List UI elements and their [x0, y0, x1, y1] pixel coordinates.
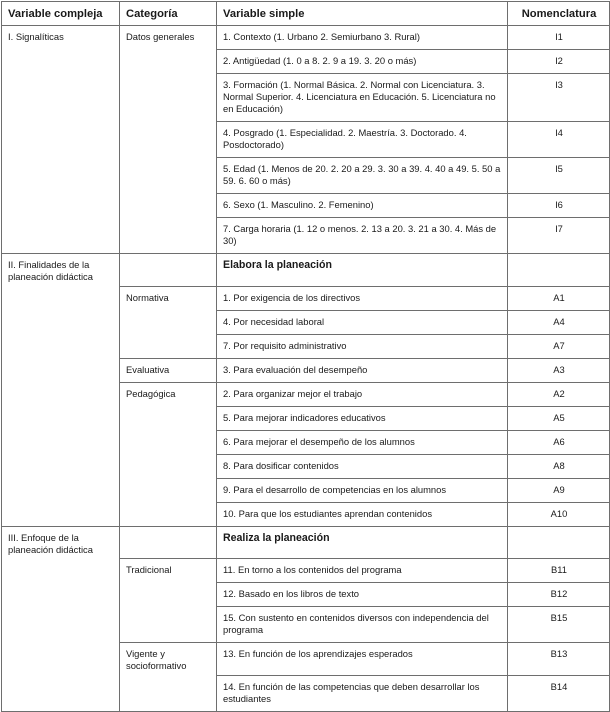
- variable-compleja-finalidades: II. Finalidades de la planeación didáctica: [2, 254, 120, 287]
- table-row: [2, 26, 610, 50]
- categoria-pedagogica: Pedagógica: [120, 382, 217, 406]
- table-row: [2, 286, 610, 310]
- variable-simple-cell: 5. Para mejorar indicadores educativos: [217, 406, 508, 430]
- nomenclatura-cell: B12: [508, 583, 610, 607]
- table-row: [2, 122, 610, 158]
- header-variable-simple: Variable simple: [217, 2, 508, 26]
- variable-compleja-enfoque: III. Enfoque de la planeación didáctica: [2, 526, 120, 559]
- nomenclatura-cell: I7: [508, 218, 610, 254]
- nomenclatura-cell: B15: [508, 607, 610, 643]
- table-row: [2, 310, 610, 334]
- nomenclatura-cell: B14: [508, 675, 610, 711]
- table-row: [2, 254, 610, 287]
- variable-simple-cell: 7. Carga horaria (1. 12 o menos. 2. 13 a 20. 3. 21 a 30. 4. Más de 30): [217, 218, 508, 254]
- categoria-vigente-socioformativo: Vigente y socioformativo: [120, 643, 217, 676]
- table-row: [2, 559, 610, 583]
- table-row: [2, 454, 610, 478]
- variable-simple-cell: 11. En torno a los contenidos del programa: [217, 559, 508, 583]
- table-row: [2, 218, 610, 254]
- nomenclatura-cell: B13: [508, 643, 610, 676]
- nomenclatura-cell: A4: [508, 310, 610, 334]
- nomenclatura-cell: A10: [508, 502, 610, 526]
- header-categoria: Categoría: [120, 2, 217, 26]
- nomenclatura-cell: A7: [508, 334, 610, 358]
- categoria-evaluativa: Evaluativa: [120, 358, 217, 382]
- table-row: [2, 74, 610, 122]
- variable-simple-cell: 6. Para mejorar el desempeño de los alumnos: [217, 430, 508, 454]
- table-header-row: [2, 2, 610, 26]
- table-row: [2, 430, 610, 454]
- nomenclatura-cell: B11: [508, 559, 610, 583]
- table-row: [2, 607, 610, 643]
- nomenclatura-cell: I5: [508, 158, 610, 194]
- categoria-datos-generales: Datos generales: [120, 26, 217, 50]
- variable-simple-cell: 3. Para evaluación del desempeño: [217, 358, 508, 382]
- nomenclatura-cell: A8: [508, 454, 610, 478]
- categoria-tradicional: Tradicional: [120, 559, 217, 583]
- variable-simple-cell: 4. Por necesidad laboral: [217, 310, 508, 334]
- variable-simple-cell: 14. En función de las competencias que deben desarrollar los estudiantes: [217, 675, 508, 711]
- variable-simple-cell: 7. Por requisito administrativo: [217, 334, 508, 358]
- nomenclatura-cell: I2: [508, 50, 610, 74]
- variable-simple-cell: 1. Contexto (1. Urbano 2. Semiurbano 3. Rural): [217, 26, 508, 50]
- nomenclatura-cell: A1: [508, 286, 610, 310]
- table-row: [2, 50, 610, 74]
- variable-simple-cell: 2. Antigüedad (1. 0 a 8. 2. 9 a 19. 3. 20 o más): [217, 50, 508, 74]
- table-row: [2, 334, 610, 358]
- variable-simple-cell: 4. Posgrado (1. Especialidad. 2. Maestría. 3. Doctorado. 4. Posdoctorado): [217, 122, 508, 158]
- variable-compleja-signaliticas: I. Signalíticas: [2, 26, 120, 50]
- table-row: [2, 158, 610, 194]
- table-row: [2, 382, 610, 406]
- nomenclatura-cell: A6: [508, 430, 610, 454]
- variable-simple-cell: 9. Para el desarrollo de competencias en los alumnos: [217, 478, 508, 502]
- nomenclatura-cell: A9: [508, 478, 610, 502]
- nomenclatura-cell: A3: [508, 358, 610, 382]
- variable-simple-cell: 5. Edad (1. Menos de 20. 2. 20 a 29. 3. 30 a 39. 4. 40 a 49. 5. 50 a 59. 6. 60 o más): [217, 158, 508, 194]
- variable-simple-cell: 13. En función de los aprendizajes esperados: [217, 643, 508, 676]
- table-row: [2, 675, 610, 711]
- variable-simple-cell: 10. Para que los estudiantes aprendan contenidos: [217, 502, 508, 526]
- header-nomenclatura: Nomenclatura: [508, 2, 610, 26]
- variable-simple-cell: 8. Para dosificar contenidos: [217, 454, 508, 478]
- nomenclatura-cell: I1: [508, 26, 610, 50]
- table-row: [2, 478, 610, 502]
- nomenclatura-cell: I6: [508, 194, 610, 218]
- planning-variables-table: [1, 1, 610, 712]
- table-row: [2, 358, 610, 382]
- nomenclatura-cell: I3: [508, 74, 610, 122]
- categoria-normativa: Normativa: [120, 286, 217, 310]
- variable-simple-cell: 12. Basado en los libros de texto: [217, 583, 508, 607]
- table-row: [2, 643, 610, 676]
- variable-simple-cell: 3. Formación (1. Normal Básica. 2. Normal con Licenciatura. 3. Normal Superior. 4. Licenciatura en Educación. 5. Licenciatura no en Educación): [217, 74, 508, 122]
- header-variable-compleja: Variable compleja: [2, 2, 120, 26]
- nomenclatura-cell: A2: [508, 382, 610, 406]
- table-row: [2, 526, 610, 559]
- table-row: [2, 583, 610, 607]
- variable-simple-cell: 2. Para organizar mejor el trabajo: [217, 382, 508, 406]
- subheader-elabora: Elabora la planeación: [217, 254, 508, 287]
- table-row: [2, 194, 610, 218]
- nomenclatura-cell: I4: [508, 122, 610, 158]
- table-row: [2, 502, 610, 526]
- variable-simple-cell: 1. Por exigencia de los directivos: [217, 286, 508, 310]
- variable-simple-cell: 15. Con sustento en contenidos diversos con independencia del programa: [217, 607, 508, 643]
- nomenclatura-cell: A5: [508, 406, 610, 430]
- variable-simple-cell: 6. Sexo (1. Masculino. 2. Femenino): [217, 194, 508, 218]
- subheader-realiza: Realiza la planeación: [217, 526, 508, 559]
- table-row: [2, 406, 610, 430]
